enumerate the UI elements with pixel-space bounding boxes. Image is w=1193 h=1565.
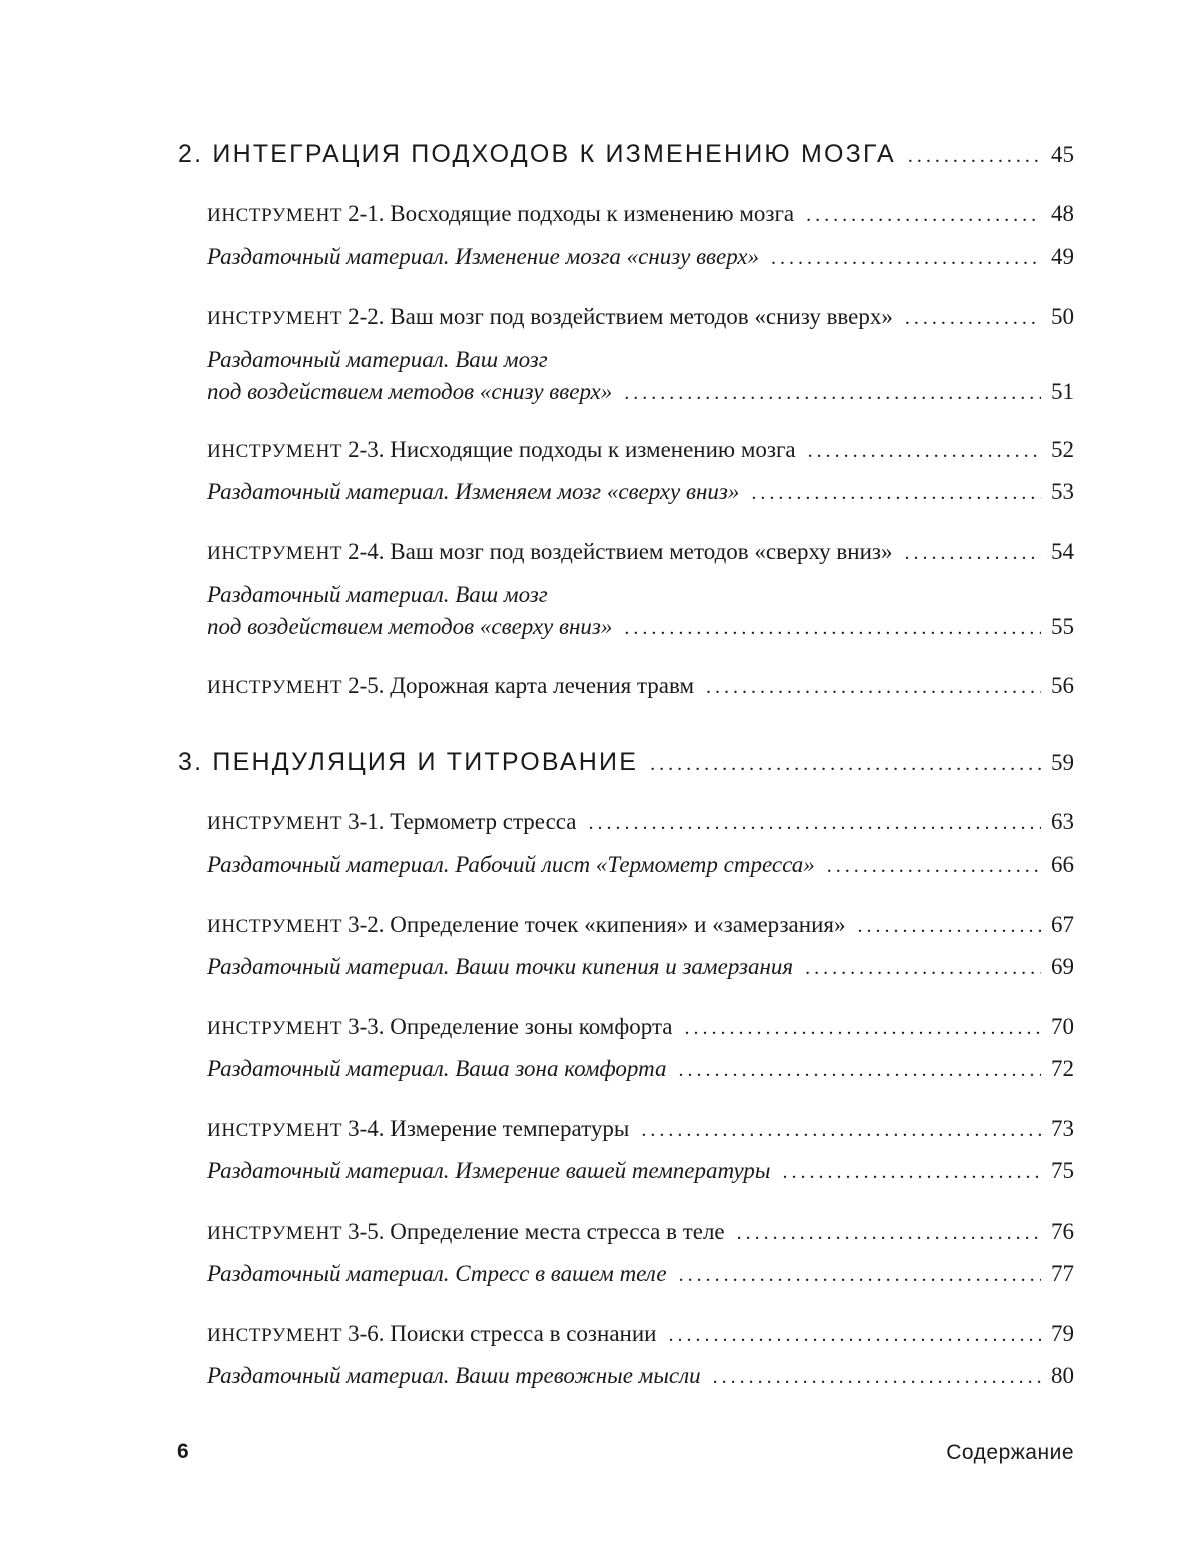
handout-title: Раздаточный материал. Изменяем мозг «сверху вниз» (207, 479, 740, 504)
footer-page-number: 6 (177, 1440, 189, 1463)
toc-tool-2-2[interactable] (207, 304, 1074, 330)
dot-leader (806, 204, 1041, 227)
dot-leader (624, 382, 1041, 405)
toc-tool-3-3[interactable] (207, 1014, 1074, 1040)
tool-title: 3-1. Термометр стресса (348, 809, 577, 834)
toc-handout-3-4[interactable] (207, 1158, 1074, 1184)
dot-leader (624, 617, 1041, 640)
handout-title-line2: под воздействием методов «снизу вверх» (207, 379, 613, 404)
tool-title: 3-6. Поиски стресса в сознании (348, 1321, 657, 1346)
entry-page-number: 63 (1051, 809, 1074, 834)
tool-title: 2-2. Ваш мозг под воздействием методов «снизу вверх» (348, 304, 893, 329)
chapter-page-number: 45 (1051, 142, 1074, 167)
dot-leader (713, 1366, 1041, 1389)
entry-page-number: 53 (1051, 479, 1074, 504)
entry-page-number: 70 (1051, 1014, 1074, 1039)
entry-page-number: 73 (1051, 1116, 1074, 1141)
dot-leader (808, 440, 1041, 463)
entry-page-number: 76 (1051, 1219, 1074, 1244)
handout-title-line2: под воздействием методов «сверху вниз» (207, 614, 613, 639)
entry-page-number: 67 (1051, 912, 1074, 937)
entry-page-number: 66 (1051, 852, 1074, 877)
toc-handout-3-3[interactable] (207, 1056, 1074, 1082)
chapter-page-number: 59 (1051, 750, 1074, 775)
tool-prefix: ИНСТРУМЕНТ (207, 543, 343, 564)
toc-tool-2-5[interactable] (207, 673, 1074, 699)
dot-leader (827, 855, 1041, 878)
toc-handout-2-4[interactable] (207, 582, 1074, 640)
dot-leader (783, 1161, 1042, 1184)
toc-handout-2-3[interactable] (207, 479, 1074, 505)
entry-page-number: 56 (1051, 673, 1074, 698)
dot-leader (589, 812, 1042, 835)
dot-leader (908, 145, 1041, 168)
dot-leader (706, 676, 1041, 699)
toc-tool-3-4[interactable] (207, 1116, 1074, 1142)
tool-title: 3-3. Определение зоны комфорта (348, 1014, 673, 1039)
toc-tool-3-1[interactable] (207, 809, 1074, 835)
handout-title: Раздаточный материал. Измерение вашей температуры (207, 1158, 771, 1183)
tool-prefix: ИНСТРУМЕНТ (207, 1223, 343, 1244)
handout-title: Раздаточный материал. Ваши тревожные мысли (207, 1363, 701, 1388)
dot-leader (905, 307, 1041, 330)
handout-title-line1: Раздаточный материал. Ваш мозг (207, 582, 548, 607)
tool-prefix: ИНСТРУМЕНТ (207, 205, 343, 226)
dot-leader (805, 957, 1041, 980)
entry-page-number: 79 (1051, 1321, 1074, 1346)
handout-title: Раздаточный материал. Изменение мозга «снизу вверх» (207, 244, 759, 269)
tool-prefix: ИНСТРУМЕНТ (207, 1120, 343, 1141)
chapter-title: 3. ПЕНДУЛЯЦИЯ И ТИТРОВАНИЕ (178, 748, 639, 776)
entry-page-number: 48 (1051, 201, 1074, 226)
handout-title: Раздаточный материал. Ваша зона комфорта (207, 1056, 667, 1081)
entry-page-number: 77 (1051, 1261, 1074, 1286)
dot-leader (679, 1059, 1041, 1082)
handout-title-line1: Раздаточный материал. Ваш мозг (207, 347, 548, 372)
entry-page-number: 80 (1051, 1363, 1074, 1388)
tool-title: 3-2. Определение точек «кипения» и «замерзания» (348, 912, 846, 937)
toc-tool-3-6[interactable] (207, 1321, 1074, 1347)
tool-title: 3-4. Измерение температуры (348, 1116, 630, 1141)
tool-prefix: ИНСТРУМЕНТ (207, 1018, 343, 1039)
chapter-title: 2. ИНТЕГРАЦИЯ ПОДХОДОВ К ИЗМЕНЕНИЮ МОЗГА (178, 140, 896, 168)
handout-title: Раздаточный материал. Ваши точки кипения и замерзания (207, 954, 794, 979)
toc-tool-3-5[interactable] (207, 1219, 1074, 1245)
tool-prefix: ИНСТРУМЕНТ (207, 916, 343, 937)
dot-leader (685, 1017, 1042, 1040)
toc-chapter-3[interactable] (178, 748, 1074, 777)
entry-page-number: 75 (1051, 1158, 1074, 1183)
toc-tool-2-3[interactable] (207, 437, 1074, 463)
toc-tool-2-1[interactable] (207, 201, 1074, 227)
entry-page-number: 49 (1051, 244, 1074, 269)
toc-handout-3-6[interactable] (207, 1363, 1074, 1389)
dot-leader (679, 1264, 1041, 1287)
tool-title: 2-3. Нисходящие подходы к изменению мозга (348, 437, 796, 462)
toc-handout-3-5[interactable] (207, 1261, 1074, 1287)
tool-prefix: ИНСТРУМЕНТ (207, 677, 343, 698)
dot-leader (737, 1222, 1041, 1245)
toc-chapter-2[interactable] (178, 140, 1074, 169)
entry-page-number: 52 (1051, 437, 1074, 462)
dot-leader (650, 753, 1041, 776)
entry-page-number: 72 (1051, 1056, 1074, 1081)
dot-leader (771, 247, 1041, 270)
toc-tool-2-4[interactable] (207, 539, 1074, 565)
dot-leader (668, 1324, 1041, 1347)
tool-title: 2-5. Дорожная карта лечения травм (348, 673, 695, 698)
toc-handout-2-2[interactable] (207, 347, 1074, 405)
dot-leader (904, 542, 1041, 565)
tool-prefix: ИНСТРУМЕНТ (207, 441, 343, 462)
footer-section-label: Содержание (946, 1441, 1074, 1464)
entry-page-number: 55 (1051, 614, 1074, 639)
entry-page-number: 50 (1051, 304, 1074, 329)
entry-page-number: 69 (1051, 954, 1074, 979)
tool-title: 3-5. Определение места стресса в теле (348, 1219, 725, 1244)
toc-handout-3-2[interactable] (207, 954, 1074, 980)
entry-page-number: 54 (1051, 539, 1074, 564)
tool-title: 2-1. Восходящие подходы к изменению мозга (348, 201, 795, 226)
tool-prefix: ИНСТРУМЕНТ (207, 308, 343, 329)
entry-page-number: 51 (1051, 379, 1074, 404)
handout-title: Раздаточный материал. Рабочий лист «Термометр стресса» (207, 852, 815, 877)
dot-leader (857, 915, 1041, 938)
dot-leader (641, 1119, 1041, 1142)
toc-tool-3-2[interactable] (207, 912, 1074, 938)
dot-leader (751, 482, 1041, 505)
toc-handout-3-1[interactable] (207, 852, 1074, 878)
handout-title: Раздаточный материал. Стресс в вашем теле (207, 1261, 667, 1286)
toc-handout-2-1[interactable] (207, 244, 1074, 270)
tool-title: 2-4. Ваш мозг под воздействием методов «сверху вниз» (348, 539, 893, 564)
tool-prefix: ИНСТРУМЕНТ (207, 1325, 343, 1346)
tool-prefix: ИНСТРУМЕНТ (207, 813, 343, 834)
